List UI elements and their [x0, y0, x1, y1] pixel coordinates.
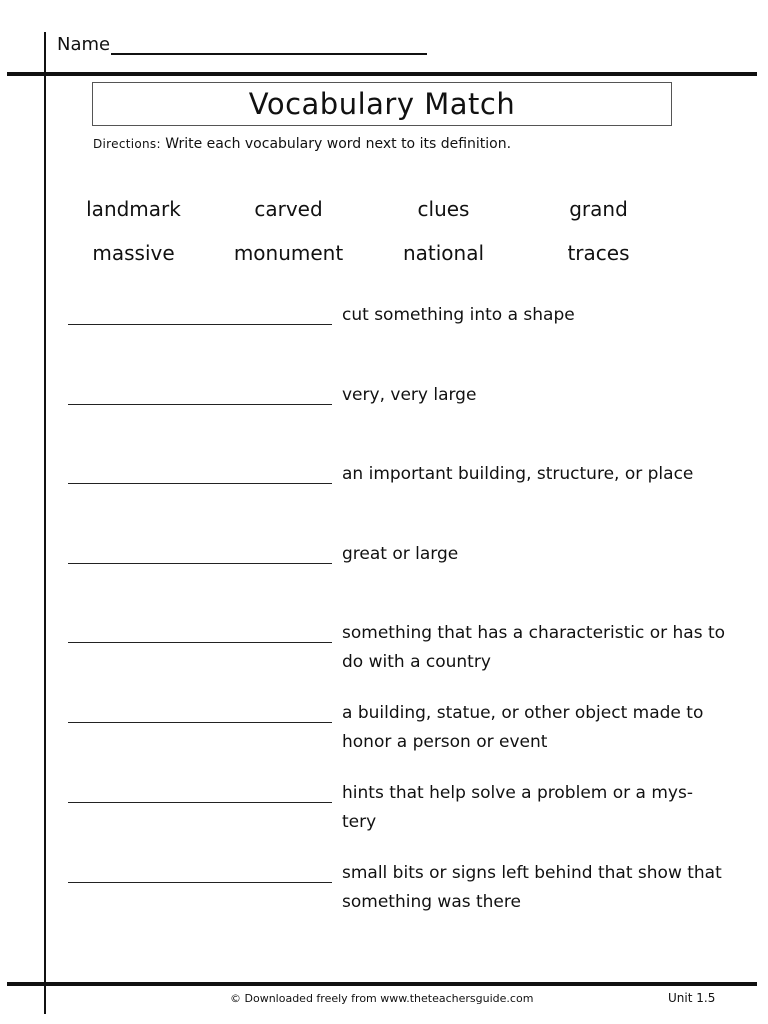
- word-bank-item: massive: [92, 241, 175, 265]
- definition-text: something that has a characteristic or has to do with a country: [342, 623, 726, 672]
- definition-row: [68, 863, 732, 917]
- answer-blank[interactable]: [68, 788, 332, 803]
- answer-blank[interactable]: [68, 708, 332, 723]
- definition-row: [68, 783, 732, 837]
- definition-text: small bits or signs left behind that show that something was there: [342, 863, 722, 912]
- unit-label: Unit 1.5: [668, 991, 716, 1005]
- definition-row: [68, 385, 732, 410]
- definition-text: great or large: [342, 544, 459, 564]
- name-field[interactable]: [111, 35, 427, 55]
- answer-blank[interactable]: [68, 628, 332, 643]
- word-bank-item: traces: [567, 241, 630, 265]
- definition-text: an important building, structure, or place: [342, 464, 694, 484]
- title-box: [92, 82, 672, 126]
- definition-text: very, very large: [342, 385, 477, 405]
- definition-row: [68, 464, 732, 489]
- directions-label: Directions:: [93, 137, 161, 151]
- directions: [93, 136, 511, 152]
- footer-credit: © Downloaded freely from www.theteachersguide.com: [230, 992, 534, 1005]
- word-bank-item: landmark: [86, 197, 181, 221]
- definition-text: hints that help solve a problem or a mys- tery: [342, 783, 693, 832]
- word-bank-item: clues: [417, 197, 470, 221]
- header-rule: [7, 72, 757, 76]
- definition-row: [68, 544, 732, 569]
- margin-vertical-rule: [44, 32, 46, 1014]
- answer-blank[interactable]: [68, 868, 332, 883]
- directions-text: Write each vocabulary word next to its definition.: [165, 136, 512, 152]
- name-row: [57, 34, 427, 55]
- definition-text: a building, statue, or other object made to honor a person or event: [342, 703, 704, 752]
- word-bank-item: carved: [254, 197, 323, 221]
- definition-text: cut something into a shape: [342, 305, 575, 325]
- word-bank-item: grand: [569, 197, 628, 221]
- answer-blank[interactable]: [68, 390, 332, 405]
- word-bank-item: national: [402, 241, 485, 265]
- word-bank-item: monument: [233, 241, 344, 265]
- definition-row: [68, 703, 732, 757]
- definition-row: [68, 623, 732, 677]
- answer-blank[interactable]: [68, 469, 332, 484]
- answer-blank[interactable]: [68, 310, 332, 325]
- definition-row: [68, 305, 732, 330]
- name-label: Name: [57, 34, 111, 55]
- footer-rule: [7, 982, 757, 986]
- word-bank: [56, 196, 676, 266]
- answer-blank[interactable]: [68, 549, 332, 564]
- page-title: Vocabulary Match: [248, 87, 516, 121]
